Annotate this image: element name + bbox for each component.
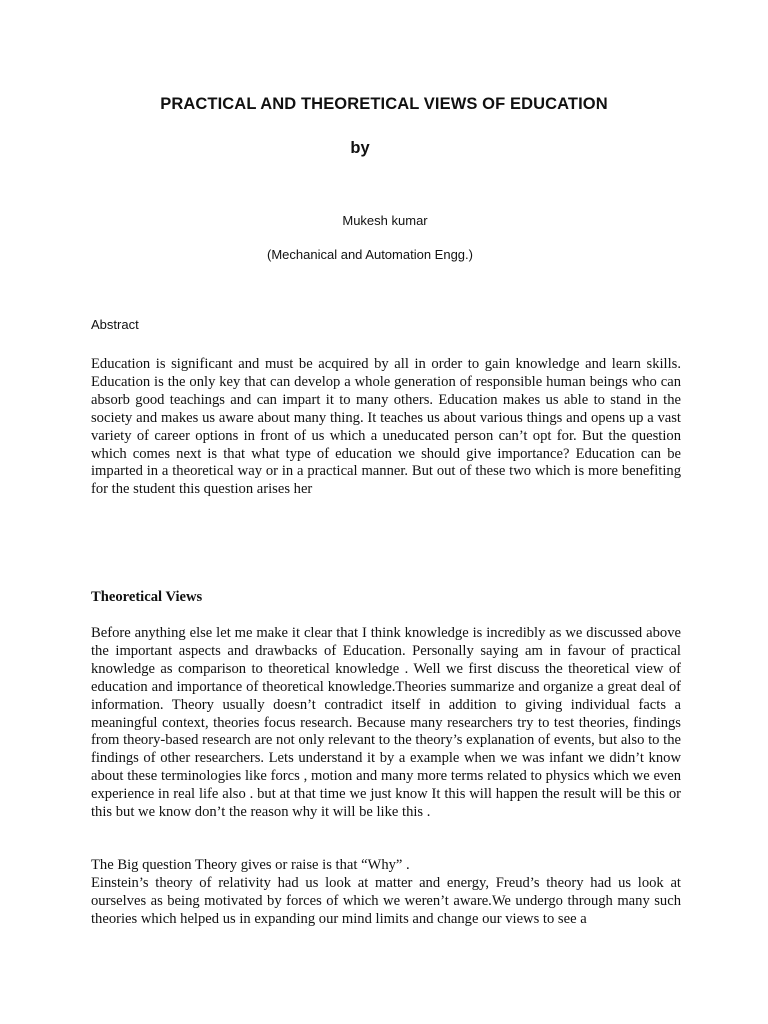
abstract-heading: Abstract xyxy=(91,317,139,332)
by-line: by xyxy=(350,139,370,157)
abstract-paragraph: Education is significant and must be acquired by all in order to gain knowledge and learn skills. Education is the only key that can develop a whole generation of responsible human beings who can absorb good teachings and can impart it to many others. Education makes us able to stand in the society and makes us aware about many thing. It teaches us about various things and opens up a vast variety of career options in front of us which a uneducated person can’t opt for. But the question which comes next is that what type of education we should give importance? Education can be imparted in a theoretical way or in a practical manner. But out of these two which is more benefiting for the student this question arises her xyxy=(91,356,681,498)
big-question-line: The Big question Theory gives or raise is that “Why” . xyxy=(91,857,410,873)
theory-paragraph: Before anything else let me make it clear that I think knowledge is incredibly as we discussed above the important aspects and drawbacks of Education. Personally saying am in favour of practical knowledge as comparison to theoretical knowledge . Well we first discuss the theoretical view of education and importance of theoretical knowledge.Theories summarize and organize a great deal of information. Theory usually doesn’t contradict itself in addition to giving individual facts a meaningful context, theories focus research. Because many researchers try to test theories, findings from theory-based research are not only relevant to the theory’s explanation of events, but also to the findings of other researchers. Lets understand it by a example when we was infant we didn’t know about these terminologies like forcs , motion and many more terms related to physics which we even experience in real life also . but at that time we just know It this will happen the result will be this or this but we know don’t the reason why it will be like this . xyxy=(91,625,681,821)
einstein-paragraph: Einstein’s theory of relativity had us look at matter and energy, Freud’s theory had us look at ourselves as being motivated by forces of which we weren’t aware.We undergo through many such theories which helped us in expanding our mind limits and change our views to see a xyxy=(91,875,681,927)
author-affiliation: (Mechanical and Automation Engg.) xyxy=(267,247,473,262)
document-title: PRACTICAL AND THEORETICAL VIEWS OF EDUCATION xyxy=(160,95,608,113)
section-heading-theoretical-views: Theoretical Views xyxy=(91,589,203,605)
author-name: Mukesh kumar xyxy=(342,213,428,228)
